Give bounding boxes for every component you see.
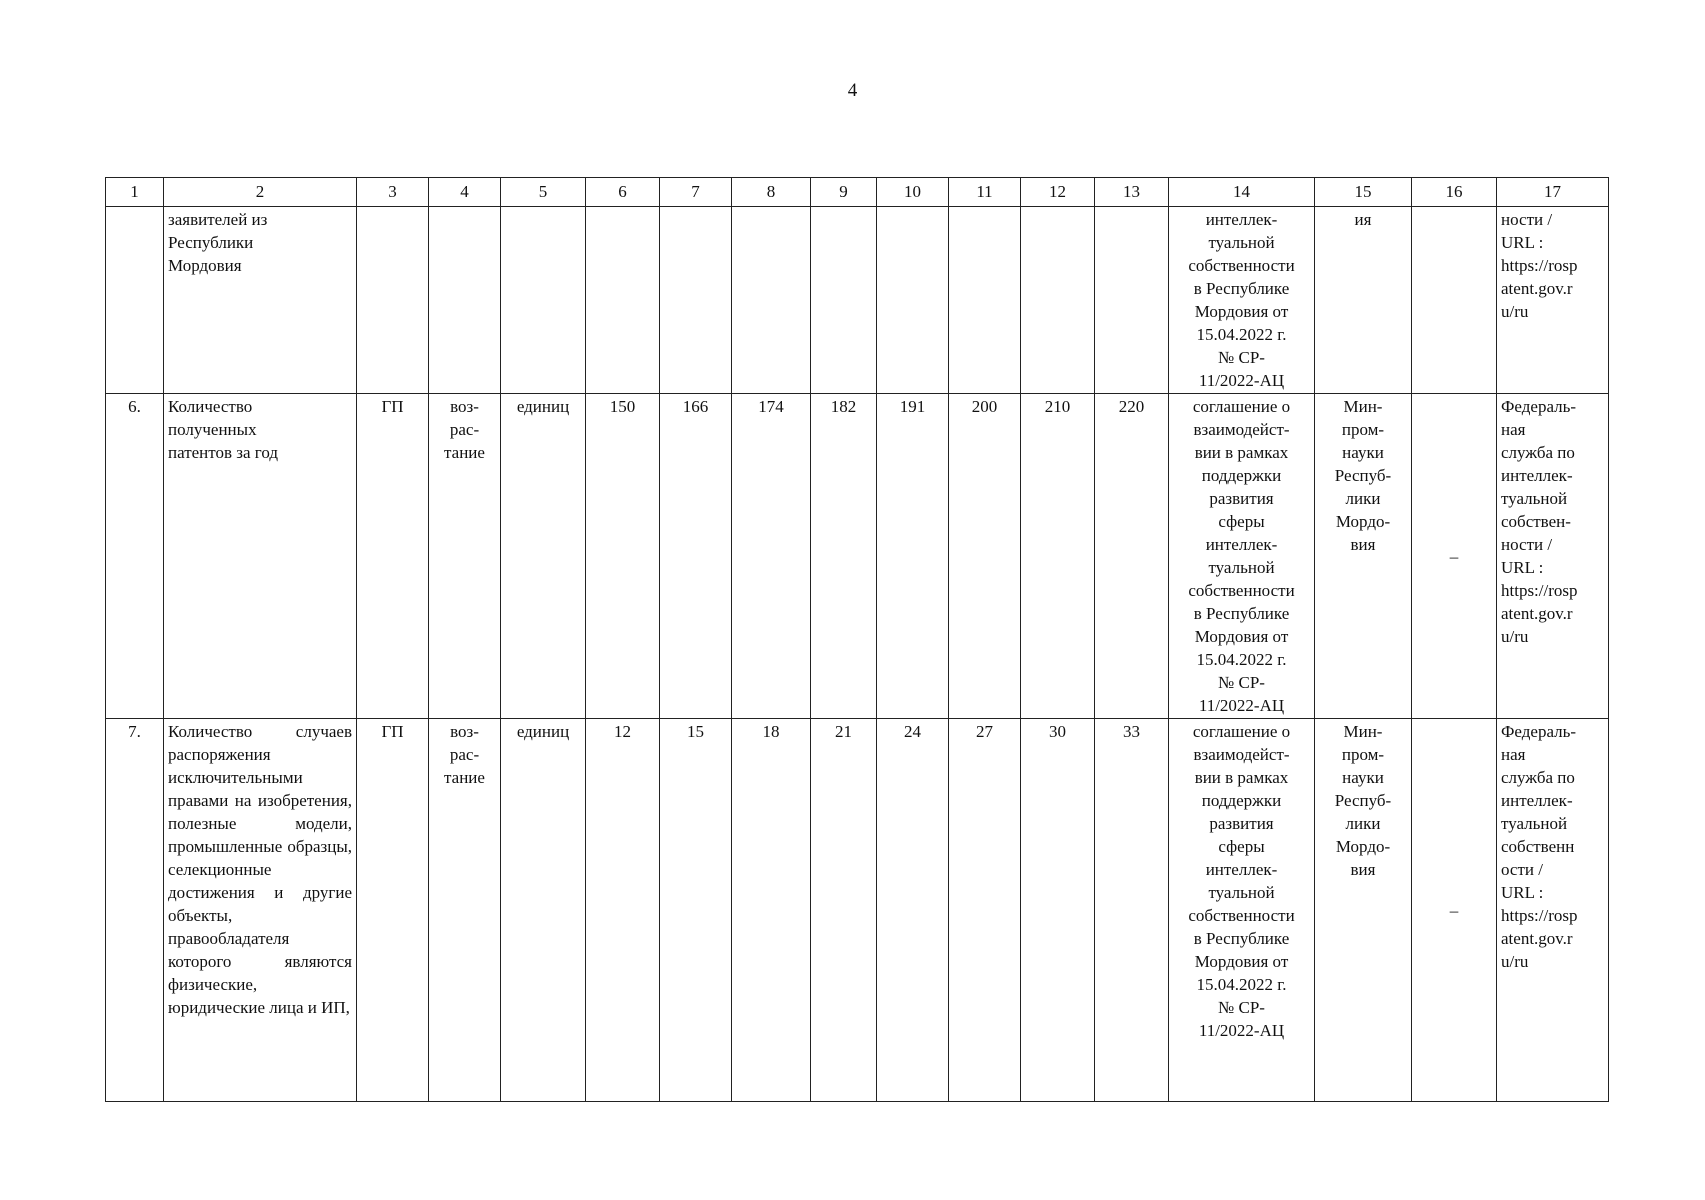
responsible-cell: Мин- пром- науки Респуб- лики Мордо- вия [1315, 719, 1412, 1102]
value-cell: 220 [1095, 394, 1169, 719]
value-cell: 191 [877, 394, 949, 719]
header-cell: 5 [501, 178, 586, 207]
table-header-row [106, 178, 1609, 207]
value-cell: 18 [732, 719, 811, 1102]
responsible-cell: ия [1315, 207, 1412, 394]
source-cell: Федераль- ная служба по интеллек- туальной собствен- ности / URL : https://rosp atent.gov.r u/ru [1497, 394, 1609, 719]
value-cell [877, 207, 949, 394]
value-cell: 210 [1021, 394, 1095, 719]
header-cell: 12 [1021, 178, 1095, 207]
direction-cell [429, 207, 501, 394]
value-cell [660, 207, 732, 394]
basis-cell: соглашение о взаимодейст- вии в рамках поддержки развития сферы интеллек- туальной собственности в Республике Мордовия от 15.04.2022 г. № СР- 11/2022-АЦ [1169, 394, 1315, 719]
table-row [106, 394, 1609, 719]
value-cell: 30 [1021, 719, 1095, 1102]
header-cell: 9 [811, 178, 877, 207]
value-cell: 182 [811, 394, 877, 719]
column-16-cell [1412, 207, 1497, 394]
indicators-table [105, 177, 1609, 1102]
row-number-cell: 6. [106, 394, 164, 719]
table-row [106, 207, 1609, 394]
indicator-name-cell: заявителей из Республики Мордовия [164, 207, 357, 394]
row-number-cell [106, 207, 164, 394]
header-cell: 4 [429, 178, 501, 207]
direction-cell: воз- рас- тание [429, 394, 501, 719]
value-cell [1021, 207, 1095, 394]
header-cell: 17 [1497, 178, 1609, 207]
value-cell [732, 207, 811, 394]
value-cell [586, 207, 660, 394]
value-cell: 21 [811, 719, 877, 1102]
page-number: 4 [847, 80, 858, 101]
column-16-cell: – [1412, 719, 1497, 1102]
indicator-type-cell: ГП [357, 394, 429, 719]
header-cell: 15 [1315, 178, 1412, 207]
basis-cell: соглашение о взаимодейст- вии в рамках поддержки развития сферы интеллек- туальной собственности в Республике Мордовия от 15.04.2022 г. № СР- 11/2022-АЦ [1169, 719, 1315, 1102]
indicator-type-cell: ГП [357, 719, 429, 1102]
header-cell: 11 [949, 178, 1021, 207]
row-number-cell: 7. [106, 719, 164, 1102]
value-cell: 150 [586, 394, 660, 719]
value-cell: 33 [1095, 719, 1169, 1102]
value-cell: 15 [660, 719, 732, 1102]
source-cell: Федераль- ная служба по интеллек- туальной собственн ости / URL : https://rosp atent.gov.r u/ru [1497, 719, 1609, 1102]
header-cell: 8 [732, 178, 811, 207]
direction-cell: воз- рас- тание [429, 719, 501, 1102]
value-cell: 27 [949, 719, 1021, 1102]
value-cell: 166 [660, 394, 732, 719]
indicator-name-cell: Количество полученных патентов за год [164, 394, 357, 719]
value-cell: 24 [877, 719, 949, 1102]
header-cell: 7 [660, 178, 732, 207]
value-cell [949, 207, 1021, 394]
basis-cell: интеллек- туальной собственности в Республике Мордовия от 15.04.2022 г. № СР- 11/2022-АЦ [1169, 207, 1315, 394]
unit-cell: единиц [501, 719, 586, 1102]
unit-cell: единиц [501, 394, 586, 719]
value-cell: 200 [949, 394, 1021, 719]
indicator-name-cell: Количество случаев распоряжения исключительными правами на изобретения, полезные модели, промышленные образцы, селекционные достижения и другие объекты, правообладателя которого являются физические, юридические лица и ИП, [164, 719, 357, 1102]
value-cell: 12 [586, 719, 660, 1102]
value-cell: 174 [732, 394, 811, 719]
header-cell: 13 [1095, 178, 1169, 207]
value-cell [811, 207, 877, 394]
column-16-cell: – [1412, 394, 1497, 719]
table-row [106, 719, 1609, 1102]
header-cell: 2 [164, 178, 357, 207]
header-cell: 6 [586, 178, 660, 207]
header-cell: 16 [1412, 178, 1497, 207]
responsible-cell: Мин- пром- науки Респуб- лики Мордо- вия [1315, 394, 1412, 719]
header-cell: 14 [1169, 178, 1315, 207]
value-cell [1095, 207, 1169, 394]
unit-cell [501, 207, 586, 394]
header-cell: 10 [877, 178, 949, 207]
header-cell: 3 [357, 178, 429, 207]
indicator-type-cell [357, 207, 429, 394]
header-cell: 1 [106, 178, 164, 207]
source-cell: ности / URL : https://rosp atent.gov.r u/ru [1497, 207, 1609, 394]
